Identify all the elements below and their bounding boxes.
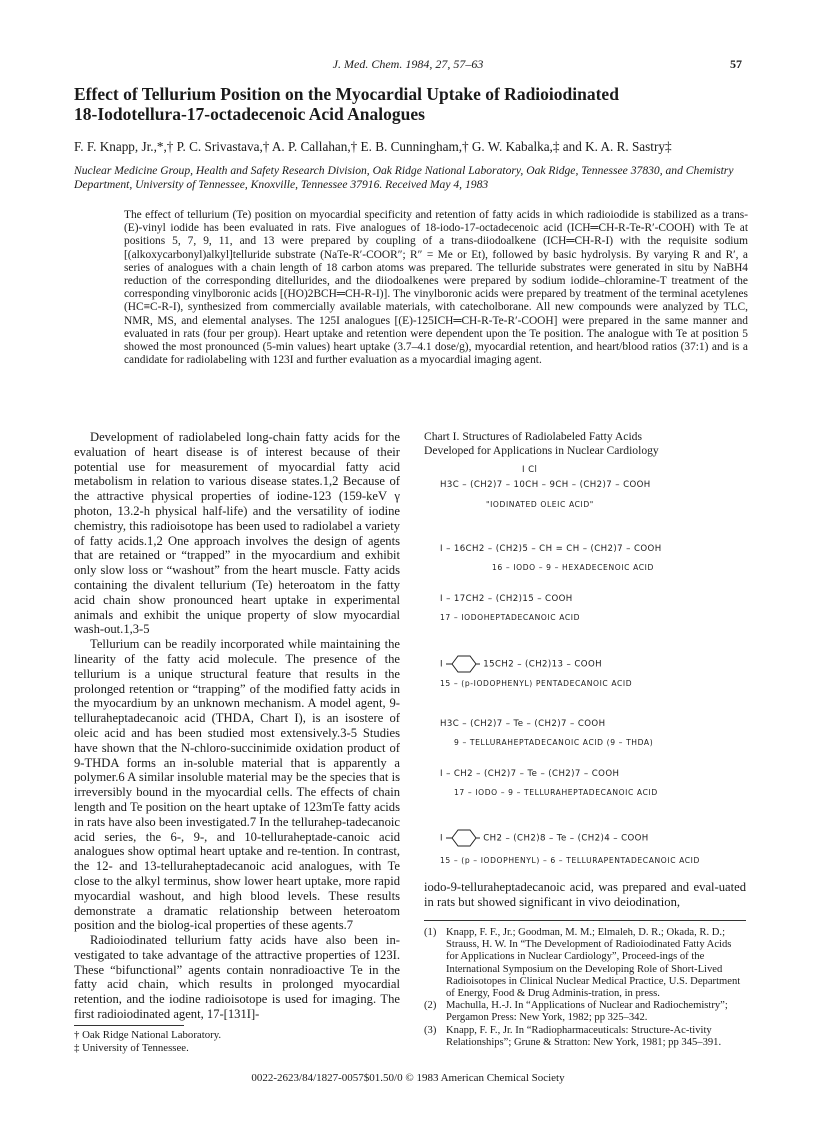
chart-caption: [424, 430, 744, 457]
footnote-divider: [74, 1025, 184, 1026]
structure-2-formula: I – 16CH2 – (CH2)5 – CH = CH – (CH2)7 – COOH: [440, 544, 662, 554]
benzene-ring-icon: [446, 828, 480, 848]
reference-text: Machulla, H.-J. In “Applications of Nuclear and Radiochemistry”; Pergamon Press: New York, 1982; pp 325–342.: [446, 1000, 728, 1024]
structure-4-name: 15 – (p-IODOPHENYL) PENTADECANOIC ACID: [440, 679, 633, 688]
references-divider: [424, 920, 746, 921]
reference-item: [424, 927, 746, 1000]
body-right-continuation: iodo-9-telluraheptadecanoic acid, was prepared and eval-uated in rats but showed significant in vivo deiodination,: [424, 880, 746, 909]
journal-header: J. Med. Chem. 1984, 27, 57–63: [332, 57, 484, 71]
chart-i: [424, 430, 744, 865]
structure-1-formula: H3C – (CH2)7 – 10CH – 9CH – (CH2)7 – COOH: [440, 480, 651, 490]
chart-caption-line-1: Chart I. Structures of Radiolabeled Fatty Acids: [424, 430, 642, 443]
title-line-2: 18-Iodotellura-17-octadecenoic Acid Analogues: [74, 104, 425, 124]
article-title: [74, 84, 754, 124]
reference-number: (2): [424, 1000, 437, 1012]
structure-5-formula: H3C – (CH2)7 – Te – (CH2)7 – COOH: [440, 719, 606, 729]
structure-7-chain: CH2 – (CH2)8 – Te – (CH2)4 – COOH: [483, 833, 649, 844]
body-left-column: [74, 430, 400, 1022]
chart-caption-line-2: Developed for Applications in Nuclear Cardiology: [424, 443, 659, 457]
author-list: F. F. Knapp, Jr.,*,† P. C. Srivastava,† A. P. Callahan,† E. B. Cunningham,† G. W. Kabalka,‡ and K. A. R. Sastry‡: [74, 139, 672, 154]
reference-number: (1): [424, 927, 437, 938]
structure-2-name: 16 – IODO – 9 – HEXADECENOIC ACID: [492, 563, 654, 572]
footnote-1: † Oak Ridge National Laboratory.: [74, 1029, 222, 1041]
affiliation: Nuclear Medicine Group, Health and Safety Research Division, Oak Ridge National Laboratory, Oak Ridge, Tennessee 37830, and Chemistry Department, University of Tennessee, Knoxville, Tennessee 37916. Received May 4, 1983: [74, 164, 734, 191]
structure-3-name: 17 – IODOHEPTADECANOIC ACID: [440, 613, 581, 622]
paragraph-1: Development of radiolabeled long-chain fatty acids for the evaluation of heart disease is of interest because of their potential use for measurement of myocardial fatty acid metabolism in relation to various disease states.1,2 Because of the attractive physical properties of iodine-123 (159-keV γ photon, 13.2-h physical half-life) and the versatility of iodine chemistry, this radioisotope has been used to radiolabel a variety of fatty acids.1,2 One approach involves the design of agents that are retained or “trapped” in the myocardium and exhibit only slow loss or “washout” from the heart muscle. Fatty acids containing the divalent tellurium (Te) heteroatom in the fatty acid chain show pronounced heart uptake in experimental animals and exhibit the unique property of slow myocardial wash-out.1,3-5: [74, 430, 400, 637]
structure-4-chain: 15CH2 – (CH2)13 – COOH: [483, 659, 602, 670]
structure-4-formula: [440, 654, 602, 674]
structure-3-formula: I – 17CH2 – (CH2)15 – COOH: [440, 594, 573, 604]
structure-1-name: "IODINATED OLEIC ACID": [486, 500, 594, 509]
reference-item: [424, 1000, 746, 1024]
page-number: 57: [730, 57, 742, 71]
iodine-prefix: I: [440, 659, 443, 670]
references: [424, 920, 746, 1049]
iodine-prefix: I: [440, 833, 443, 844]
structure-6-formula: I – CH2 – (CH2)7 – Te – (CH2)7 – COOH: [440, 769, 620, 779]
paragraph-3: Radioiodinated tellurium fatty acids have also been in-vestigated to take advantage of the attractive properties of 123I. These “bifunctional” agents contain nonradioactive Te in the fatty acid chain, which results in prolonged myocardial retention, and the iodine radioisotope is used for imaging. The first radioiodinated agent, 17-[131I]-: [74, 933, 400, 1022]
footnotes: [74, 1025, 394, 1054]
abstract: The effect of tellurium (Te) position on myocardial specificity and retention of fatty acids in which radioiodide is stabilized as a trans-(E)-vinyl iodide has been evaluated in rats. Five analogues of 18-iodo-17-octadecenoic acid (ICH═CH-R-Te-R′-COOH) with Te at positions 5, 7, 9, 11, and 13 were prepared by coupling of a trans-diiodoalkene (ICH═CH-R-I) with the requisite sodium [(alkoxycarbonyl)alkyl]telluride substrate (NaTe-R′-COOR″; R″ = Me or Et), followed by basic hydrolysis. By varying R and R′, a series of analogues with a chain length of 18 carbon atoms was prepared. The telluride substrates were generated in situ by NaBH4 reduction of the corresponding ditellurides, and the diiodoalkenes were prepared by sodium iodide–chloramine-T treatment of the corresponding vinylboronic acids [(HO)2BCH═CH-R-I)]. The vinylboronic acids were prepared by treatment of the terminal acetylenes (HC≡C-R-I), synthesized from commercially available materials, with catecholborane. All new compounds were analyzed by TLC, NMR, MS, and elemental analyses. The 125I analogues [(E)-125ICH═CH-R-Te-R′-COOH] were prepared in the same manner and evaluated in rats (four per group). Heart uptake and retention were dependent upon the Te position. The analogue with Te at position 5 showed the most pronounced (5-min values) heart uptake (3.7–4.1 dose/g), myocardial retention, and heart/blood ratios (37:1) and is a candidate for radiolabeling with 123I and further evaluation as a myocardial imaging agent.: [124, 209, 748, 367]
footnote-2: ‡ University of Tennessee.: [74, 1041, 189, 1054]
copyright-footer: 0022-2623/84/1827-0057$01.50/0 © 1983 American Chemical Society: [251, 1072, 565, 1084]
paragraph-2: Tellurium can be readily incorporated while maintaining the linearity of the fatty acid molecule. The presence of the tellurium is a unique structural feature that results in the prolonged retention or “trapping” of the modified fatty acids in the myocardium by an unknown mechanism. A model agent, 9-telluraheptadecanoic acid (THDA, Chart I), is an isostere of oleic acid and has been studied most extensively.3-5 Studies have shown that the N-chloro-succinimide oxidation product of 9-THDA forms an in-soluble material that is apparently a polymer.6 A similar insoluble material may be the species that is irreversibly bound in the myocardial cells. The effects of chain length and Te position on the heart uptake of 123mTe fatty acids in rats have also been investigated.7 In the tellurahep-tadecanoic acid series, the 6-, 9-, and 10-telluraheptade-canoic acid analogues show optimal heart uptake and re-tention. In contrast, the 12- and 13-telluraheptadecanoic acid analogues, with Te close to the alkyl terminus, show lower heart uptake, more rapid myocardial washout, and high blood levels. These results demonstrate a dramatic relationship between heteroatom position and the biolog-ical properties of these agents.7: [74, 637, 400, 933]
structure-6-name: 17 – IODO – 9 – TELLURAHEPTADECANOIC ACID: [454, 788, 658, 797]
structure-7-formula: [440, 828, 649, 848]
benzene-ring-icon: [446, 654, 480, 674]
structure-5-name: 9 – TELLURAHEPTADECANOIC ACID (9 – THDA): [454, 738, 654, 747]
reference-item: [424, 1025, 746, 1049]
title-line-1: Effect of Tellurium Position on the Myocardial Uptake of Radioiodinated: [74, 84, 619, 104]
reference-text: Knapp, F. F., Jr. In “Radiopharmaceuticals: Structure-Ac-tivity Relationships”; Grune & Stratton: New York, 1981; pp 345–391.: [446, 1024, 722, 1048]
structure-7-name: 15 – (p – IODOPHENYL) – 6 – TELLURAPENTADECANOIC ACID: [440, 856, 700, 865]
structure-1-substituents: I Cl: [522, 465, 538, 475]
reference-number: (3): [424, 1024, 437, 1036]
reference-text: Knapp, F. F., Jr.; Goodman, M. M.; Elmaleh, D. R.; Okada, R. D.; Strauss, H. W. In “The Development of Radioiodinated Fatty Acids for Applications in Nuclear Cardiology”, Proceed-ings of the International Symposium on the Developing Role of Short-Lived Radioisotopes in Clinical Nuclear Medical Practice, U.S. Department of Energy, Food & Drug Adminis-tration, in press.: [446, 927, 741, 1000]
